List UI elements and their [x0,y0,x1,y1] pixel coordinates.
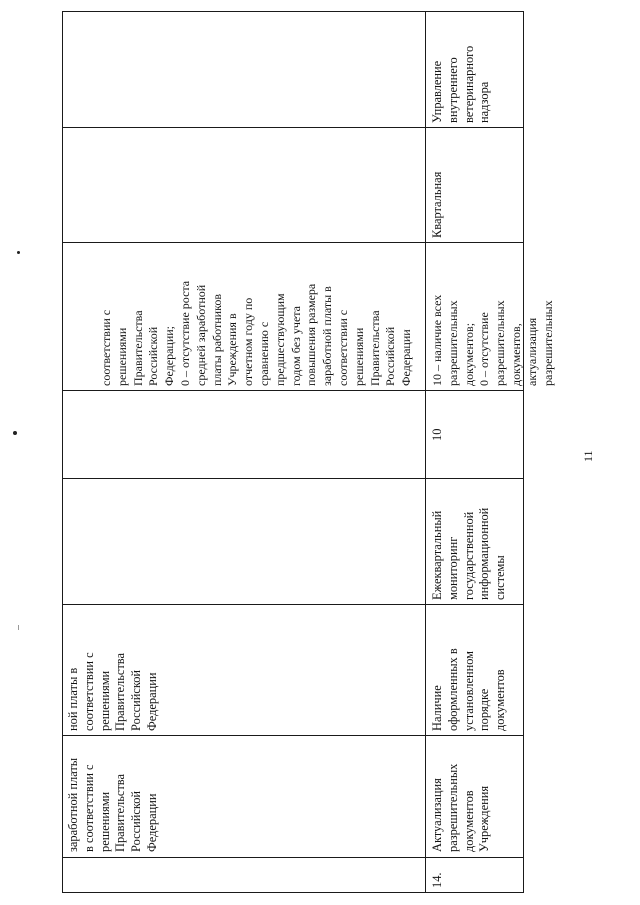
cell-continued-indicator: заработной платы в соответствии с решениями Правительства Российской Федерации [66,757,159,852]
table-border [62,892,524,893]
scan-mark [17,251,20,254]
page-number: 11 [581,450,595,462]
scan-mark [13,431,17,435]
cell-row14-responsible: Управление внутреннего ветеринарного надзора [430,45,492,123]
cell-row14-evaluation: 10 – наличие всех разрешительных документов; 0 – отсутствие разрешительных документов, актуализация разрешительных [430,294,555,386]
cell-row14-period: Квартальная [430,171,444,238]
column-divider [62,735,524,736]
column-divider [62,242,524,243]
cell-row14-indicator: Актуализация разрешительных документов Учреждения [430,763,492,852]
cell-row14-criteria: Наличие оформленных в установленном порядке документов [430,648,508,731]
cell-continued-criteria: ной платы в соответствии с решениями Правительства Российской Федерации [66,652,159,731]
column-divider [62,604,524,605]
column-divider [62,390,524,391]
table-border [523,11,524,893]
cell-row14-number: 14. [430,872,444,888]
cell-continued-evaluation: соответствии с решениями Правительства Российской Федерации; 0 – отсутствие роста средней заработной платы работников Учреждения в отчетном году по сравнению с предшествующим годом без учета повышения размера заработной платы в соответствии с решениями Правительства Российской Федерации [99,280,414,386]
table-border [62,11,63,893]
column-divider [62,478,524,479]
table-border [62,11,524,12]
row-divider [425,11,426,893]
column-divider [62,857,524,858]
cell-row14-points: 10 [430,428,444,441]
scan-mark [18,625,19,630]
cell-row14-source: Ежеквартальный мониторинг государственной информационной системы [430,507,508,600]
column-divider [62,127,524,128]
